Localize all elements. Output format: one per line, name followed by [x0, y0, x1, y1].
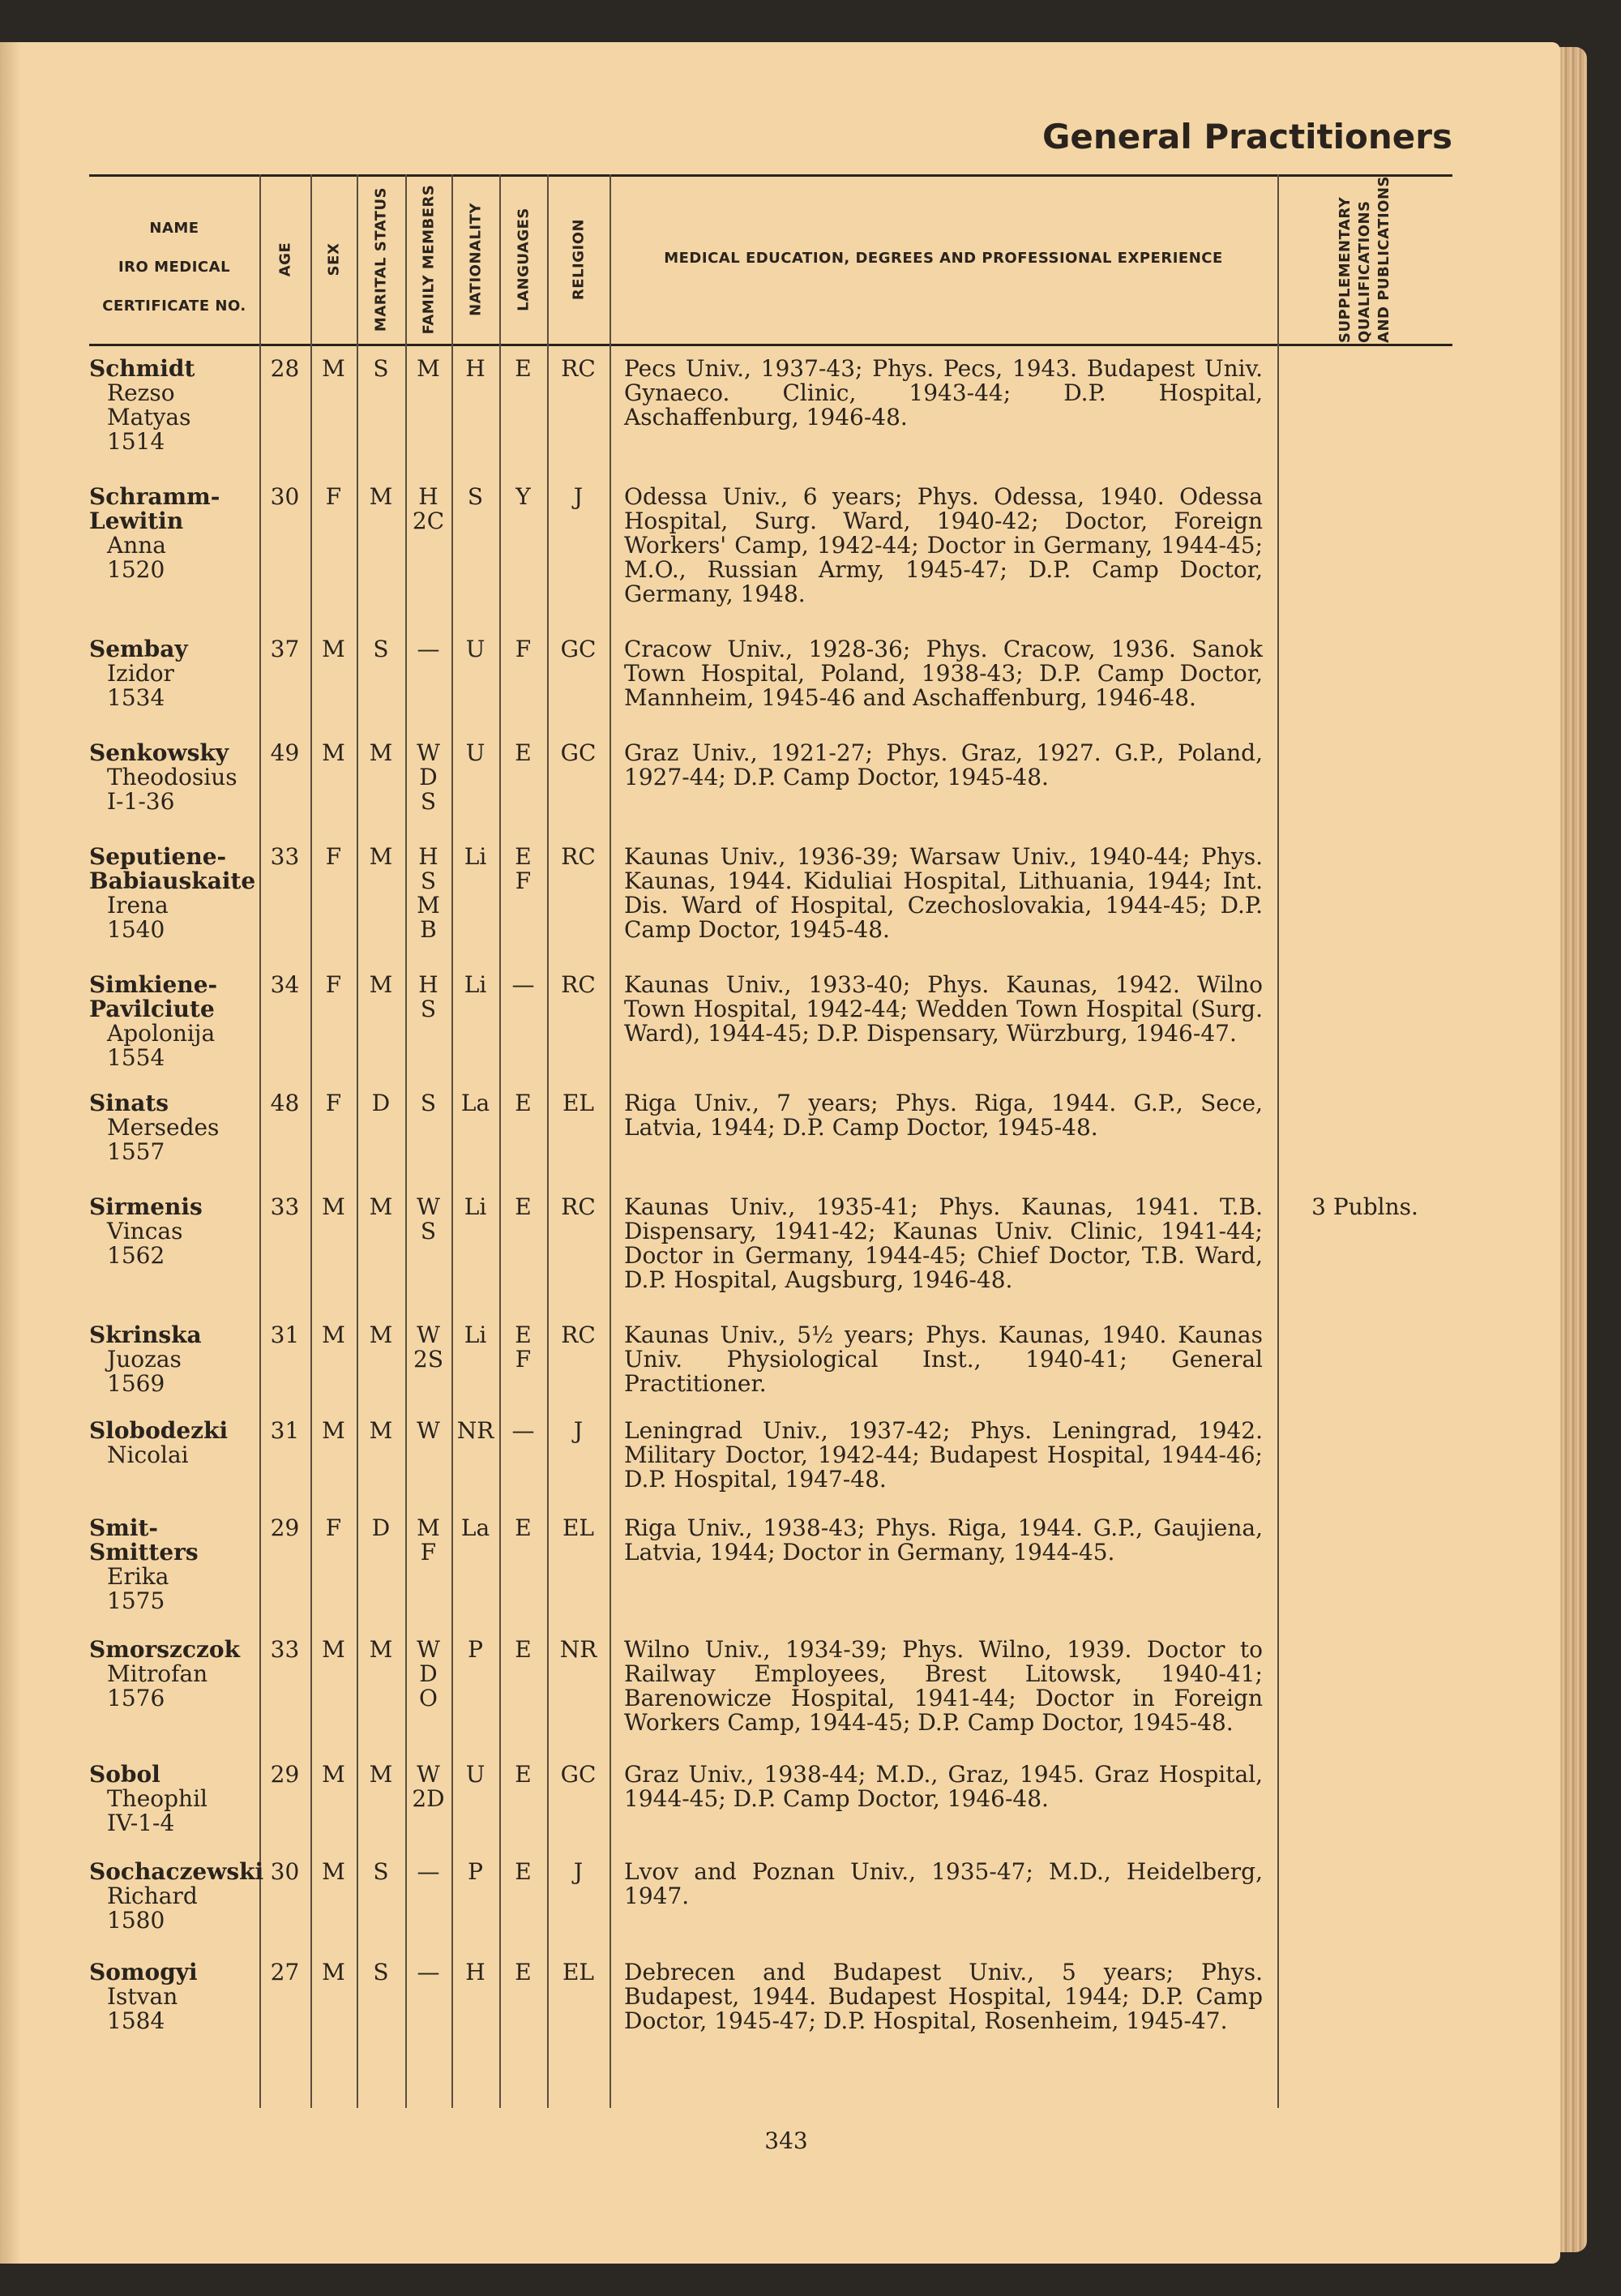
surname: Smorszczok [89, 1636, 240, 1663]
name-cell [89, 741, 259, 845]
marital-cell: S [373, 636, 389, 662]
marital-cell: D [371, 1514, 391, 1541]
supplementary-cell [1277, 741, 1452, 845]
surname: Smit-Smitters [89, 1514, 199, 1566]
experience-cell: Odessa Univ., 6 years; Phys. Odessa, 1940. Odessa Hospital, Surg. Ward, 1940-42; Doctor, Foreign Workers' Camp, 1942-44; Doctor in Germany, 1944-45; M.O., Russian Army, 1945-47; D.P. Camp Doctor, Germany, 1948. [624, 483, 1263, 607]
sex-cell: F [325, 1514, 342, 1541]
religion-cell: EL [562, 1514, 595, 1541]
sex-cell: F [325, 1090, 342, 1116]
header-cert: IRO MEDICAL CERTIFICATE NO. [102, 259, 246, 315]
experience-cell: Graz Univ., 1921-27; Phys. Graz, 1927. G.P., Poland, 1927-44; D.P. Camp Doctor, 1945-48. [624, 739, 1263, 790]
header-name-block [97, 209, 251, 326]
nationality-cell: La [460, 1514, 490, 1541]
given-name: Mersedes [107, 1114, 220, 1141]
given-name: Irena [107, 892, 169, 919]
surname: Simkiene-Pavilciute [89, 971, 218, 1022]
header-marital-status: MARITAL STATUS [372, 186, 390, 332]
age-cell: 29 [270, 1761, 300, 1788]
given-name: Vincas [107, 1218, 183, 1244]
table-row [89, 1091, 1452, 1195]
experience-cell: Kaunas Univ., 1935-41; Phys. Kaunas, 1941. T.B. Dispensary, 1941-42; Kaunas Univ. Clinic, 1941-44; Doctor in Germany, 1944-45; Chief Doctor, T.B. Ward, D.P. Hospital, Augsburg, 1946-48. [624, 1193, 1263, 1293]
name-cell [89, 1638, 259, 1763]
name-cell [89, 1516, 259, 1638]
table-row [89, 1860, 1452, 1960]
nationality-cell: Li [464, 843, 487, 870]
name-cell [89, 485, 259, 637]
supplementary-cell [1277, 1091, 1452, 1195]
marital-cell: S [373, 1959, 389, 1985]
sex-cell: M [322, 355, 345, 382]
age-cell: 30 [270, 483, 300, 510]
languages-cell: E [515, 355, 532, 382]
table-row [89, 1638, 1452, 1763]
name-cell [89, 357, 259, 485]
surname: Somogyi [89, 1959, 198, 1985]
surname: Schramm-Lewitin [89, 483, 220, 534]
languages-cell: F [515, 636, 532, 662]
languages-cell: E [515, 1858, 532, 1885]
supplementary-cell [1277, 485, 1452, 637]
sex-cell: M [322, 1959, 345, 1985]
header-top-rule [89, 174, 1452, 177]
marital-cell: M [369, 1321, 393, 1348]
experience-cell: Kaunas Univ., 5½ years; Phys. Kaunas, 1940. Kaunas Univ. Physiological Inst., 1940-41; General Practitioner. [624, 1321, 1263, 1397]
certificate-number: 1520 [107, 556, 165, 583]
family-cell: W 2D [412, 1761, 445, 1812]
religion-cell: J [573, 1417, 584, 1444]
header-name: NAME [149, 220, 199, 237]
given-name: Theodosius [107, 764, 237, 790]
religion-cell: J [573, 483, 584, 510]
header-bottom-rule [89, 344, 1452, 346]
age-cell: 33 [270, 843, 300, 870]
experience-cell: Wilno Univ., 1934-39; Phys. Wilno, 1939. Doctor to Railway Employees, Brest Litowsk, 1940-41; Barenowicze Hospital, 1941-44; Doctor in Foreign Workers Camp, 1944-45; D.P. Camp Doctor, 1945-48. [624, 1636, 1263, 1736]
given-name: Theophil [107, 1785, 208, 1812]
experience-cell: Kaunas Univ., 1936-39; Warsaw Univ., 1940-44; Phys. Kaunas, 1944. Kiduliai Hospital, Lithuania, 1944; Int. Dis. Ward of Hospital, Czechoslovakia, 1944-45; D.P. Camp Doctor, 1945-48. [624, 843, 1263, 943]
table-row [89, 1419, 1452, 1516]
family-cell: H S [418, 971, 438, 1022]
experience-cell: Graz Univ., 1938-44; M.D., Graz, 1945. Graz Hospital, 1944-45; D.P. Camp Doctor, 1946-48. [624, 1761, 1263, 1812]
languages-cell: E [515, 1636, 532, 1663]
name-cell [89, 1763, 259, 1860]
family-cell: — [417, 636, 440, 662]
sex-cell: F [325, 843, 342, 870]
given-name: Nicolai [107, 1441, 189, 1468]
marital-cell: M [369, 971, 393, 998]
religion-cell: RC [561, 1321, 596, 1348]
experience-cell: Riga Univ., 1938-43; Phys. Riga, 1944. G.P., Gaujiena, Latvia, 1944; Doctor in Germany, 1944-45. [624, 1514, 1263, 1566]
given-name: Izidor [107, 660, 174, 687]
surname: Sobol [89, 1761, 160, 1788]
header-religion: RELIGION [570, 218, 588, 301]
religion-cell: NR [559, 1636, 597, 1663]
given-name: Richard [107, 1883, 198, 1909]
experience-cell: Kaunas Univ., 1933-40; Phys. Kaunas, 1942. Wilno Town Hospital, 1942-44; Wedden Town Hospital (Surg. Ward), 1944-45; D.P. Dispensary, Würzburg, 1946-47. [624, 971, 1263, 1047]
religion-cell: EL [562, 1959, 595, 1985]
family-cell: M [417, 355, 440, 382]
header-age: AGE [276, 242, 294, 277]
name-cell [89, 973, 259, 1091]
name-cell [89, 845, 259, 973]
name-cell [89, 1858, 264, 1960]
languages-cell: E [515, 1761, 532, 1788]
header-nationality: NATIONALITY [467, 203, 485, 316]
given-name: Erika [107, 1563, 169, 1590]
table-row [89, 1195, 1452, 1323]
table-row [89, 357, 1452, 485]
header-supplementary-line: QUALIFICATIONS [1356, 200, 1373, 343]
supplementary-cell [1277, 1638, 1452, 1763]
religion-cell: GC [560, 739, 597, 766]
certificate-number: 1576 [107, 1685, 165, 1711]
languages-cell: E [515, 1514, 532, 1541]
religion-cell: RC [561, 355, 596, 382]
supplementary-cell [1277, 973, 1452, 1091]
supplementary-cell [1277, 1323, 1452, 1419]
given-name: Anna [107, 532, 166, 559]
experience-cell: Lvov and Poznan Univ., 1935-47; M.D., Heidelberg, 1947. [624, 1858, 1263, 1909]
certificate-number: I-1-36 [107, 788, 175, 815]
religion-cell: GC [560, 636, 597, 662]
experience-cell: Pecs Univ., 1937-43; Phys. Pecs, 1943. Budapest Univ. Gynaeco. Clinic, 1943-44; D.P. Hospital, Aschaffenburg, 1946-48. [624, 355, 1263, 430]
given-name: Juozas [107, 1346, 182, 1373]
family-cell: H 2C [412, 483, 445, 534]
marital-cell: M [369, 1193, 393, 1220]
supplementary-cell [1277, 1860, 1452, 1960]
certificate-number: 1557 [107, 1138, 165, 1165]
surname: Sirmenis [89, 1193, 203, 1220]
marital-cell: M [369, 1761, 393, 1788]
given-name: Istvan [107, 1983, 178, 2010]
age-cell: 27 [270, 1959, 300, 1985]
languages-cell: Y [515, 483, 531, 510]
nationality-cell: Li [464, 1321, 487, 1348]
section-title: General Practitioners [1041, 117, 1452, 156]
header-family-members: FAMILY MEMBERS [420, 184, 438, 335]
family-cell: H S M B [417, 843, 440, 943]
sex-cell: M [322, 1858, 345, 1885]
sex-cell: M [322, 1636, 345, 1663]
table-row [89, 637, 1452, 741]
header-supplementary-line: AND PUBLICATIONS [1375, 176, 1392, 343]
table-row [89, 1960, 1452, 2033]
header-sex: SEX [325, 242, 343, 276]
marital-cell: M [369, 483, 393, 510]
experience-cell: Debrecen and Budapest Univ., 5 years; Phys. Budapest, 1944. Budapest Hospital, 1944; D.P. Camp Doctor, 1945-47; D.P. Hospital, Rosenheim, 1945-47. [624, 1959, 1263, 2034]
supplementary-cell [1277, 845, 1452, 973]
age-cell: 48 [270, 1090, 300, 1116]
supplementary-cell [1277, 1419, 1452, 1516]
surname: Seputiene-Babiauskaite [89, 843, 256, 894]
certificate-number: 1554 [107, 1044, 165, 1071]
religion-cell: GC [560, 1761, 597, 1788]
age-cell: 37 [270, 636, 300, 662]
sex-cell: M [322, 1417, 345, 1444]
nationality-cell: La [460, 1090, 490, 1116]
age-cell: 49 [270, 739, 300, 766]
nationality-cell: P [468, 1858, 483, 1885]
marital-cell: S [373, 1858, 389, 1885]
binding-shadow [0, 42, 21, 2264]
certificate-number: 1540 [107, 916, 165, 943]
header-education: MEDICAL EDUCATION, DEGREES AND PROFESSIONAL EXPERIENCE [664, 250, 1223, 267]
marital-cell: M [369, 739, 393, 766]
sex-cell: M [322, 1321, 345, 1348]
experience-cell: Cracow Univ., 1928-36; Phys. Cracow, 1936. Sanok Town Hospital, Poland, 1938-43; D.P. Camp Doctor, Mannheim, 1945-46 and Aschaffenburg, 1946-48. [624, 636, 1263, 711]
table-row [89, 1323, 1452, 1419]
supplementary-cell [1277, 1960, 1452, 2033]
nationality-cell: NR [456, 1417, 494, 1444]
nationality-cell: Li [464, 1193, 487, 1220]
age-cell: 33 [270, 1193, 300, 1220]
languages-cell: E [515, 739, 532, 766]
supplementary-cell [1277, 1763, 1452, 1860]
name-cell [89, 637, 259, 741]
sex-cell: M [322, 739, 345, 766]
experience-cell: Riga Univ., 7 years; Phys. Riga, 1944. G.P., Sece, Latvia, 1944; D.P. Camp Doctor, 1945-48. [624, 1090, 1263, 1141]
header-supplementary-line: SUPPLEMENTARY [1337, 196, 1354, 343]
surname: Slobodezki [89, 1417, 229, 1444]
age-cell: 33 [270, 1636, 300, 1663]
name-cell [89, 1419, 259, 1516]
family-cell: — [417, 1959, 440, 1985]
marital-cell: M [369, 843, 393, 870]
nationality-cell: Li [464, 971, 487, 998]
supplementary-cell [1277, 1516, 1452, 1638]
practitioner-table [89, 357, 1452, 2033]
certificate-number: IV-1-4 [107, 1810, 175, 1836]
languages-cell: — [511, 1417, 535, 1444]
languages-cell: — [511, 971, 535, 998]
surname: Sinats [89, 1090, 169, 1116]
family-cell: W S [417, 1193, 440, 1244]
certificate-number: 1569 [107, 1370, 165, 1397]
table-row [89, 1516, 1452, 1638]
age-cell: 28 [270, 355, 300, 382]
religion-cell: RC [561, 971, 596, 998]
sex-cell: F [325, 483, 342, 510]
surname: Sembay [89, 636, 188, 662]
family-cell: M F [417, 1514, 440, 1566]
age-cell: 29 [270, 1514, 300, 1541]
languages-cell: E [515, 1959, 532, 1985]
languages-cell: E F [515, 1321, 532, 1373]
languages-cell: E [515, 1193, 532, 1220]
supplementary-cell [1277, 357, 1452, 485]
family-cell: W D S [417, 739, 440, 815]
surname: Skrinska [89, 1321, 202, 1348]
marital-cell: M [369, 1636, 393, 1663]
marital-cell: S [373, 355, 389, 382]
given-name: Rezso Matyas [107, 379, 191, 430]
family-cell: W 2S [413, 1321, 443, 1373]
given-name: Mitrofan [107, 1660, 208, 1687]
family-cell: — [417, 1858, 440, 1885]
supplementary-cell: 3 Publns. [1311, 1193, 1418, 1220]
nationality-cell: U [465, 1761, 485, 1788]
age-cell: 31 [270, 1417, 300, 1444]
nationality-cell: U [465, 739, 485, 766]
nationality-cell: P [468, 1636, 483, 1663]
certificate-number: 1584 [107, 2007, 165, 2034]
certificate-number: 1580 [107, 1907, 165, 1934]
given-name: Apolonija [107, 1020, 216, 1047]
family-cell: W D O [417, 1636, 440, 1711]
nationality-cell: H [465, 355, 485, 382]
languages-cell: E [515, 1090, 532, 1116]
surname: Senkowsky [89, 739, 229, 766]
certificate-number: 1514 [107, 428, 165, 455]
table-row [89, 485, 1452, 637]
age-cell: 31 [270, 1321, 300, 1348]
religion-cell: EL [562, 1090, 595, 1116]
nationality-cell: H [465, 1959, 485, 1985]
certificate-number: 1534 [107, 684, 165, 711]
nationality-cell: S [467, 483, 484, 510]
family-cell: S [420, 1090, 437, 1116]
surname: Schmidt [89, 355, 195, 382]
age-cell: 34 [270, 971, 300, 998]
religion-cell: RC [561, 1193, 596, 1220]
page-number: 343 [764, 2127, 808, 2154]
table-row [89, 845, 1452, 973]
header-supplementary [1336, 176, 1394, 343]
religion-cell: J [573, 1858, 584, 1885]
header-languages: LANGUAGES [515, 208, 532, 311]
surname: Sochaczewski [89, 1858, 264, 1885]
certificate-number: 1575 [107, 1587, 165, 1614]
name-cell [89, 1960, 259, 2033]
family-cell: W [417, 1417, 440, 1444]
name-cell [89, 1195, 259, 1323]
marital-cell: M [369, 1417, 393, 1444]
sex-cell: M [322, 636, 345, 662]
languages-cell: E F [515, 843, 532, 894]
experience-cell: Leningrad Univ., 1937-42; Phys. Leningrad, 1942. Military Doctor, 1942-44; Budapest Hospital, 1944-46; D.P. Hospital, 1947-48. [624, 1417, 1263, 1493]
age-cell: 30 [270, 1858, 300, 1885]
name-cell [89, 1323, 259, 1419]
sex-cell: M [322, 1193, 345, 1220]
sex-cell: M [322, 1761, 345, 1788]
religion-cell: RC [561, 843, 596, 870]
table-row [89, 973, 1452, 1091]
marital-cell: D [371, 1090, 391, 1116]
table-row [89, 741, 1452, 845]
certificate-number: 1562 [107, 1242, 165, 1269]
name-cell [89, 1091, 259, 1195]
supplementary-cell [1277, 637, 1452, 741]
sex-cell: F [325, 971, 342, 998]
table-row [89, 1763, 1452, 1860]
nationality-cell: U [465, 636, 485, 662]
